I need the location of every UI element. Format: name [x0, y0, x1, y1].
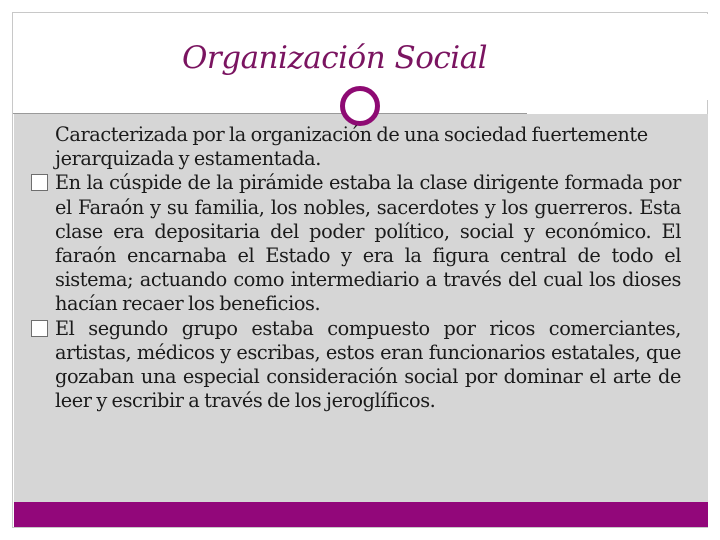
- paragraph-intro: [31, 123, 681, 171]
- missing-glyph-box-icon: [31, 320, 48, 337]
- slide: [12, 12, 708, 528]
- slide-body: [31, 123, 681, 413]
- paragraph-text: En la cúspide de la pirámide estaba la clase dirigente formada por el Faraón y su familia, los nobles, sacerdotes y los guerreros. Esta clase era depositaria del poder político, social y económico. El faraón encarnaba el Estado y era la figura central de todo el sistema; actuando como intermediario a través del cual los dioses hacían recaer los beneficios.: [55, 171, 681, 316]
- bullet-paragraph-second-group: [31, 317, 681, 414]
- footer-accent-bar: [14, 502, 708, 527]
- missing-glyph-box-icon: [31, 174, 48, 191]
- paragraph-text: Caracterizada por la organización de una sociedad fuertemente jerarquizada y estamentada.: [55, 123, 648, 171]
- ring-divider-icon: [340, 86, 380, 126]
- title-divider-line: [13, 113, 527, 114]
- bullet-paragraph-upper-class: [31, 171, 681, 316]
- paragraph-text: El segundo grupo estaba compuesto por ricos comerciantes, artistas, médicos y escribas, estos eran funcionarios estatales, que gozaban una especial consideración social por dominar el arte de leer y escribir a través de los jeroglíficos.: [55, 316, 681, 413]
- slide-title: Organización Social: [182, 40, 488, 76]
